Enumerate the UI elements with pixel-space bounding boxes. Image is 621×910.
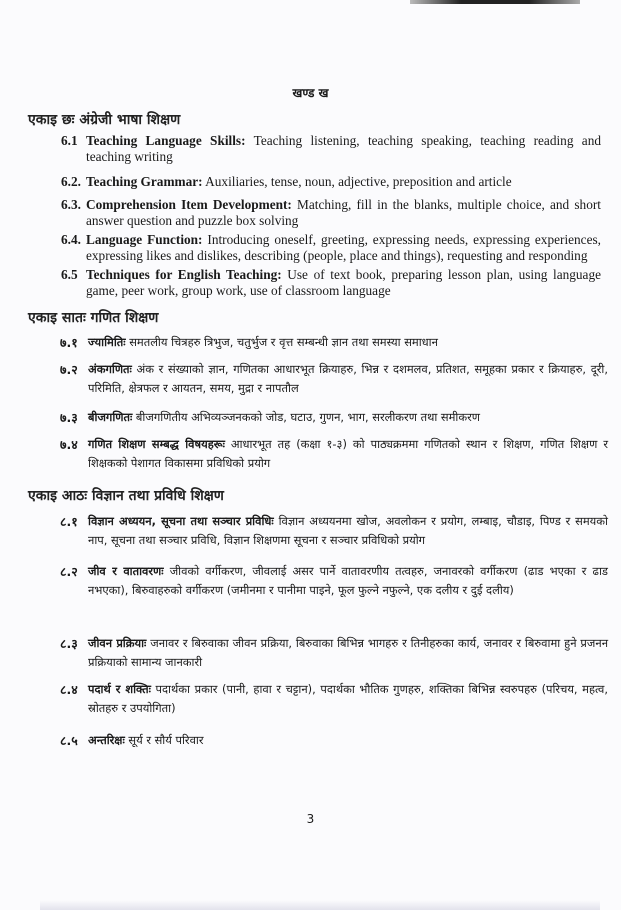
item-number: ८.४ [60, 682, 78, 697]
scan-bottom-shade [40, 900, 600, 910]
item-term: पदार्थ र शक्तिः [88, 682, 151, 696]
list-item-7-4 [60, 435, 608, 473]
item-number: ८.१ [60, 514, 78, 529]
item-text: बीजगणितीय अभिव्यञ्जनकको जोड, घटाउ, गुणन, भाग, सरलीकरण तथा समीकरण [132, 410, 481, 424]
item-text: विज्ञान अध्ययनमा खोज, अवलोकन र प्रयोग, लम्बाइ, चौडाइ, पिण्ड र समयको नाप, सूचना तथा सञ्चार प्रविधि, विज्ञान शिक्षणमा सूचना र सञ्चार प्रविधिको प्रयोग [88, 514, 608, 547]
item-text: जीवको वर्गीकरण, जीवलाई असर पार्ने वातावरणीय तत्वहरु, जनावरको वर्गीकरण (ढाड भएका र ढाड नभएका), बिरुवाहरुको वर्गीकरण (जमीनमा र पानीमा पाइने, फूल फुल्ने नफुल्ने, एक दलीय र दुई दलीय) [88, 564, 608, 597]
unit-heading-7: एकाइ सातः गणित शिक्षण [28, 310, 159, 326]
item-number: 6.5 [61, 267, 78, 282]
item-number: ७.४ [60, 437, 78, 452]
item-text: जनावर र बिरुवाका जीवन प्रक्रिया, बिरुवाका बिभिन्न भागहरु र तिनीहरुका कार्य, जनावर र बिरुवामा हुने प्रजनन प्रक्रियाको सामान्य जानकारी [88, 636, 609, 669]
item-text: Teaching listening, teaching speaking, teaching reading and teaching writing [86, 133, 601, 164]
item-text: Use of text book, preparing lesson plan, using language game, peer work, group work, use of classroom language [86, 267, 601, 298]
page-number: 3 [306, 812, 315, 826]
item-term: बीजगणितः [88, 410, 133, 424]
item-number: ८.५ [60, 733, 78, 748]
list-item-6-2 [61, 174, 601, 190]
scan-edge-artifact [410, 0, 580, 4]
section-title: खण्ड ख [292, 86, 329, 100]
list-item-6-1 [61, 133, 601, 165]
item-number: ८.३ [60, 636, 78, 651]
item-text: अंक र संख्याको ज्ञान, गणितका आधारभूत क्रियाहरु, भिन्न र दशमलव, प्रतिशत, समूहका प्रकार र क्रियाहरु, दूरी, परिमिति, क्षेत्रफल र आयतन, समय, मुद्रा र नापतौल [88, 362, 608, 395]
item-term: Teaching Language Skills: [86, 133, 246, 148]
unit-heading-8: एकाइ आठः विज्ञान तथा प्रविधि शिक्षण [28, 488, 224, 504]
item-number: 6.4. [61, 232, 81, 247]
item-term: अंकगणितः [88, 362, 132, 376]
list-item-8-3 [60, 634, 608, 672]
item-term: ज्यामितिः [88, 335, 126, 349]
list-item-7-1 [60, 333, 608, 352]
list-item-6-4 [61, 232, 601, 264]
item-number: ७.३ [60, 410, 78, 425]
item-term: Techniques for English Teaching: [86, 267, 282, 282]
item-number: ८.२ [60, 564, 78, 579]
item-term: अन्तरिक्षः [88, 733, 125, 747]
item-number: ७.२ [60, 362, 78, 377]
item-term: विज्ञान अध्ययन, सूचना तथा सञ्चार प्रविधिः [88, 514, 274, 528]
item-term: जीवन प्रक्रियाः [88, 636, 147, 650]
item-number: ७.१ [60, 335, 78, 350]
item-term: जीव र वातावरणः [88, 564, 164, 578]
item-number: 6.3. [61, 197, 81, 212]
list-item-8-2 [60, 562, 608, 600]
item-number: 6.1 [61, 133, 78, 148]
list-item-7-2 [60, 360, 608, 398]
item-number: 6.2. [61, 174, 81, 189]
item-term: Comprehension Item Development: [86, 197, 292, 212]
item-text: Introducing oneself, greeting, expressing needs, expressing experiences, expressing likes and dislikes, describing (people, place and things), requesting and responding [86, 232, 601, 263]
item-text: आधारभूत तह (कक्षा १-३) को पाठ्यक्रममा गणितको स्थान र शिक्षण, गणित शिक्षण र शिक्षकको पेशागत विकासमा प्रविधिको प्रयोग [88, 437, 608, 470]
list-item-6-3 [61, 197, 601, 229]
item-text: Matching, fill in the blanks, multiple choice, and short answer question and puzzle box solving [86, 197, 601, 228]
item-term: Teaching Grammar: [86, 174, 203, 189]
list-item-7-3 [60, 408, 608, 427]
item-text: समतलीय चित्रहरु त्रिभुज, चतुर्भुज र वृत्त सम्बन्धी ज्ञान तथा समस्या समाधान [125, 335, 438, 349]
item-text: पदार्थका प्रकार (पानी, हावा र चट्टान), पदार्थका भौतिक गुणहरु, शक्तिका बिभिन्न स्वरुपहरु (परिचय, महत्व, स्रोतहरु र उपयोगिता) [88, 682, 608, 715]
list-item-8-5 [60, 731, 608, 750]
item-text: Auxiliaries, tense, noun, adjective, preposition and article [202, 174, 512, 189]
list-item-6-5 [61, 267, 601, 299]
list-item-8-1 [60, 512, 608, 550]
item-text: सूर्य र सौर्य परिवार [124, 733, 204, 747]
unit-heading-6: एकाइ छः अंग्रेजी भाषा शिक्षण [28, 112, 181, 128]
item-term: गणित शिक्षण सम्बद्ध विषयहरूः [88, 437, 225, 451]
list-item-8-4 [60, 680, 608, 718]
item-term: Language Function: [86, 232, 203, 247]
